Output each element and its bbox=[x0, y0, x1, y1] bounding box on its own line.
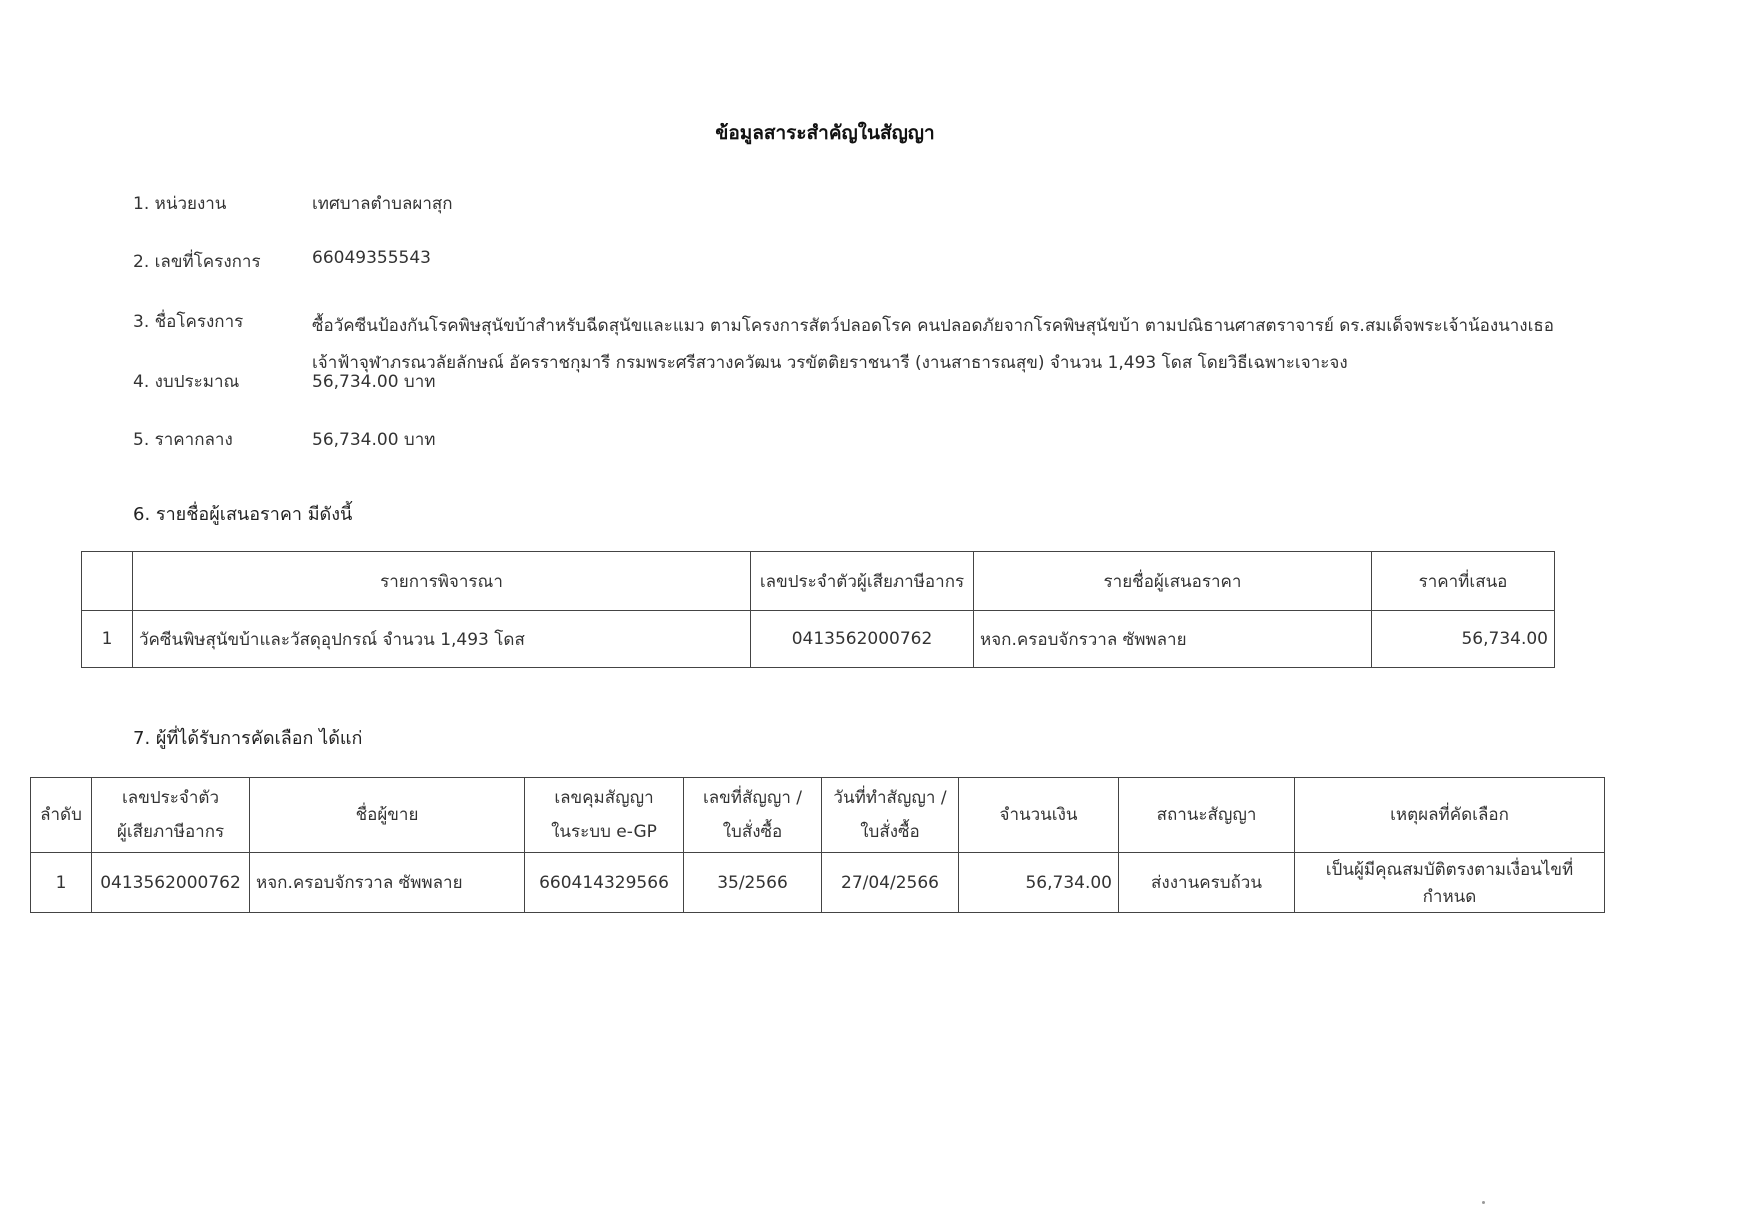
bidders-heading: 6. รายชื่อผู้เสนอราคา มีดังนี้ bbox=[133, 504, 353, 525]
winners-table-header bbox=[31, 778, 1605, 853]
project-no-value: 66049355543 bbox=[312, 248, 431, 268]
table-row bbox=[31, 853, 1605, 913]
bidder-row-name: หจก.ครอบจักรวาล ซัพพลาย bbox=[974, 611, 1372, 668]
winner-row-contract-date: 27/04/2566 bbox=[822, 853, 959, 913]
agency-label: 1. หน่วยงาน bbox=[133, 194, 227, 214]
winners-header-control-no-line1: เลขคุมสัญญา bbox=[554, 788, 654, 808]
winners-header-contract-date bbox=[822, 778, 959, 853]
project-name-value: ซื้อวัคซีนป้องกันโรคพิษสุนัขบ้าสำหรับฉีดสุนัขและแมว ตามโครงการสัตว์ปลอดโรค คนปลอดภัยจากโรคพิษสุนัขบ้า ตามปณิธานศาสตราจารย์ ดร.สมเด็จพระเจ้าน้องนางเธอ เจ้าฟ้าจุฬาภรณวลัยลักษณ์ อัครราชกุมารี กรมพระศรีสวางควัฒน วรขัตติยราชนารี (งานสาธารณสุข) จำนวน 1,493 โดส โดยวิธีเฉพาะเจาะจง bbox=[312, 316, 1555, 373]
winners-header-contract-no-line1: เลขที่สัญญา / bbox=[702, 788, 803, 808]
project-no-label: 2. เลขที่โครงการ bbox=[133, 252, 261, 272]
winners-header-contract-no bbox=[684, 778, 822, 853]
bidder-row-no: 1 bbox=[82, 611, 133, 668]
winners-header-control-no-line2: ในระบบ e-GP bbox=[551, 822, 657, 842]
winner-row-reason: เป็นผู้มีคุณสมบัติตรงตามเงื่อนไขที่กำหนด bbox=[1295, 853, 1605, 913]
bidder-row-item: วัคซีนพิษสุนัขบ้าและวัสดุอุปกรณ์ จำนวน 1,493 โดส bbox=[133, 611, 751, 668]
bidder-row-price: 56,734.00 bbox=[1372, 611, 1555, 668]
median-price-label: 5. ราคากลาง bbox=[133, 430, 233, 450]
winners-header-tax-id-line2: ผู้เสียภาษีอากร bbox=[116, 822, 225, 842]
winners-header-tax-id-line1: เลขประจำตัว bbox=[122, 788, 219, 808]
winners-heading: 7. ผู้ที่ได้รับการคัดเลือก ได้แก่ bbox=[133, 728, 363, 749]
winners-header-control-no bbox=[525, 778, 684, 853]
winners-header-reason: เหตุผลที่คัดเลือก bbox=[1295, 778, 1605, 853]
winner-row-seller: หจก.ครอบจักรวาล ซัพพลาย bbox=[250, 853, 525, 913]
bidders-table bbox=[81, 551, 1555, 668]
winners-header-no: ลำดับ bbox=[31, 778, 92, 853]
winners-header-status: สถานะสัญญา bbox=[1119, 778, 1295, 853]
scan-speck bbox=[1482, 1201, 1485, 1204]
document-title: ข้อมูลสาระสำคัญในสัญญา bbox=[715, 122, 935, 144]
project-name-label: 3. ชื่อโครงการ bbox=[133, 312, 244, 332]
bidders-table-header bbox=[82, 552, 1555, 611]
winners-header-amount: จำนวนเงิน bbox=[959, 778, 1119, 853]
winner-row-contract-no: 35/2566 bbox=[684, 853, 822, 913]
winner-row-status: ส่งงานครบถ้วน bbox=[1119, 853, 1295, 913]
winners-header-contract-date-line1: วันที่ทำสัญญา / bbox=[833, 788, 947, 808]
winners-header-tax-id bbox=[92, 778, 250, 853]
budget-label: 4. งบประมาณ bbox=[133, 372, 240, 392]
bidders-header-bidder: รายชื่อผู้เสนอราคา bbox=[974, 552, 1372, 611]
winner-row-no: 1 bbox=[31, 853, 92, 913]
winners-header-contract-date-line2: ใบสั่งซื้อ bbox=[860, 822, 920, 842]
bidders-header-tax-id: เลขประจำตัวผู้เสียภาษีอากร bbox=[751, 552, 974, 611]
winner-row-amount: 56,734.00 bbox=[959, 853, 1119, 913]
table-row bbox=[82, 611, 1555, 668]
agency-value: เทศบาลตำบลผาสุก bbox=[312, 194, 453, 214]
bidders-header-no bbox=[82, 552, 133, 611]
winner-row-tax-id: 0413562000762 bbox=[92, 853, 250, 913]
budget-value: 56,734.00 บาท bbox=[312, 372, 436, 392]
bidders-header-item: รายการพิจารณา bbox=[133, 552, 751, 611]
bidder-row-tax-id: 0413562000762 bbox=[751, 611, 974, 668]
median-price-value: 56,734.00 บาท bbox=[312, 430, 436, 450]
winners-table bbox=[30, 777, 1605, 913]
winner-row-control-no: 660414329566 bbox=[525, 853, 684, 913]
winners-header-seller: ชื่อผู้ขาย bbox=[250, 778, 525, 853]
bidders-header-price: ราคาที่เสนอ bbox=[1372, 552, 1555, 611]
winners-header-contract-no-line2: ใบสั่งซื้อ bbox=[722, 822, 783, 842]
